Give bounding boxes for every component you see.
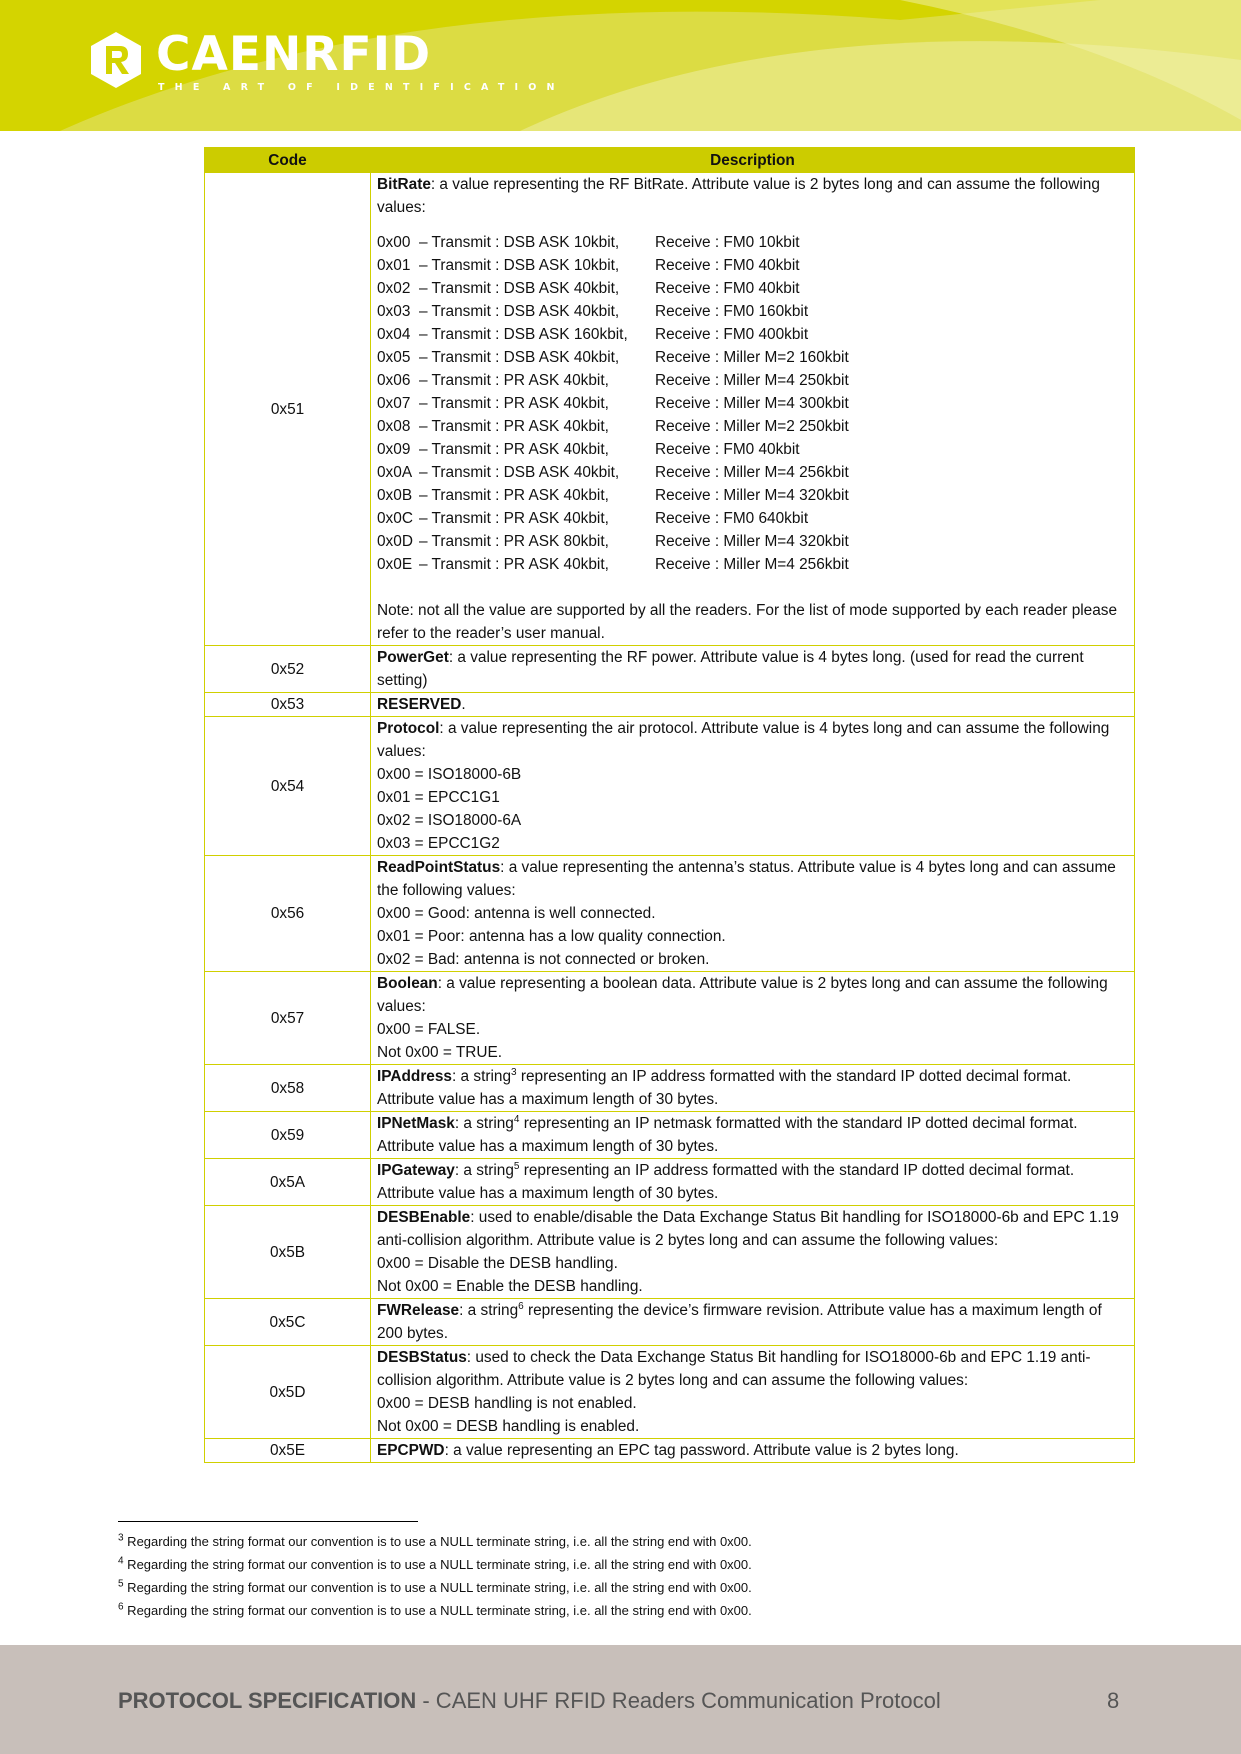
table-row [205,173,1135,646]
row-description [371,646,1135,693]
row-description [371,1299,1135,1346]
row-description [371,693,1135,717]
row-code: 0x5D [205,1346,371,1439]
row-code: 0x5A [205,1159,371,1206]
bitrate-mode-row [377,231,1128,254]
bitrate-mode-row [377,346,1128,369]
attribute-name: RESERVED [377,696,462,713]
row-description [371,1206,1135,1299]
mode-receive: Receive : Miller M=4 320kbit [655,487,849,504]
attribute-table [204,147,1135,1463]
attribute-name: FWRelease [377,1302,460,1319]
value-line: 0x00 = Good: antenna is well connected. [377,905,656,922]
page-footer [0,1645,1241,1754]
col-header-description: Description [371,148,1135,173]
value-line: Not 0x00 = DESB handling is enabled. [377,1418,640,1435]
caenrfid-logo [88,27,565,93]
attribute-text: representing the device’s firmware revision. Attribute value has a maximum length of 200 bytes. [377,1302,1102,1342]
bitrate-mode-row [377,392,1128,415]
mode-code: 0x03 [377,303,411,320]
table-row [205,1112,1135,1159]
bitrate-mode-row [377,369,1128,392]
table-row [205,856,1135,972]
logo-r-icon [88,30,144,90]
attribute-text: : a value representing the RF power. Attribute value is 4 bytes long. (used for read the current setting) [377,649,1084,689]
table-row [205,1439,1135,1463]
attribute-table-container [204,147,1135,1463]
row-code: 0x59 [205,1112,371,1159]
mode-code: 0x04 [377,326,411,343]
footnote-ref: 5 [513,1160,520,1172]
mode-receive: Receive : FM0 40kbit [655,257,800,274]
footnote-text: Regarding the string format our convention is to use a NULL terminate string, i.e. all the string end with 0x00. [123,1534,752,1549]
row-description [371,717,1135,856]
footnote-text: Regarding the string format our convention is to use a NULL terminate string, i.e. all the string end with 0x00. [123,1580,752,1595]
footnote [118,1599,752,1622]
mode-transmit: – Transmit : PR ASK 40kbit, [419,418,609,435]
mode-code: 0x0A [377,464,413,481]
footnote-number: 6 [118,1601,124,1613]
mode-code: 0x05 [377,349,411,366]
mode-code: 0x0C [377,510,413,527]
attribute-name: ReadPointStatus [377,859,501,876]
row-code: 0x5E [205,1439,371,1463]
footnote-number: 3 [118,1532,124,1544]
table-header-row [205,148,1135,173]
row-code: 0x58 [205,1065,371,1112]
logo-tagline: THE ART OF IDENTIFICATION [158,82,565,93]
attribute-text: : a string [454,1115,514,1132]
attribute-text: . [461,696,466,713]
mode-receive: Receive : Miller M=4 250kbit [655,372,849,389]
bitrate-note: Note: not all the value are supported by all the readers. For the list of mode supported by each reader please refer to the reader’s user manual. [377,602,1118,642]
row-description [371,1439,1135,1463]
bitrate-mode-row [377,415,1128,438]
attribute-name: Boolean [377,975,438,992]
page-header [0,0,1241,131]
attribute-name: BitRate [377,176,431,193]
mode-transmit: – Transmit : PR ASK 40kbit, [419,395,609,412]
attribute-text: : used to check the Data Exchange Status Bit handling for ISO18000-6b and EPC 1.19 anti-collision algorithm. Attribute value is 2 bytes long and can assume the following values: [377,1349,1091,1389]
attribute-name: IPGateway [377,1162,455,1179]
value-line: 0x00 = DESB handling is not enabled. [377,1395,637,1412]
attribute-name: PowerGet [377,649,449,666]
mode-receive: Receive : Miller M=4 300kbit [655,395,849,412]
attribute-text: : a value representing the RF BitRate. Attribute value is 2 bytes long and can assume the following values: [377,176,1100,216]
logo-name: CAENRFID [156,27,432,82]
mode-transmit: – Transmit : DSB ASK 10kbit, [419,234,620,251]
footnote-text: Regarding the string format our convention is to use a NULL terminate string, i.e. all the string end with 0x00. [123,1557,752,1572]
mode-transmit: – Transmit : PR ASK 80kbit, [419,533,609,550]
row-code: 0x5C [205,1299,371,1346]
bitrate-mode-row [377,507,1128,530]
value-line: Not 0x00 = TRUE. [377,1044,503,1061]
attribute-text: : a string [459,1302,519,1319]
table-row [205,1299,1135,1346]
table-row [205,1159,1135,1206]
value-line: 0x00 = Disable the DESB handling. [377,1255,618,1272]
footnote-text: Regarding the string format our convention is to use a NULL terminate string, i.e. all the string end with 0x00. [123,1603,752,1618]
mode-receive: Receive : FM0 40kbit [655,441,800,458]
footnote-ref: 3 [511,1066,517,1078]
mode-receive: Receive : Miller M=2 160kbit [655,349,849,366]
bitrate-mode-row [377,461,1128,484]
row-code: 0x51 [205,173,371,646]
mode-code: 0x02 [377,280,411,297]
value-line: 0x02 = Bad: antenna is not connected or broken. [377,951,710,968]
attribute-text: : a value representing an EPC tag password. Attribute value is 2 bytes long. [444,1442,959,1459]
row-code: 0x57 [205,972,371,1065]
value-line: 0x01 = Poor: antenna has a low quality connection. [377,928,726,945]
table-row [205,1065,1135,1112]
row-code: 0x53 [205,693,371,717]
mode-transmit: – Transmit : DSB ASK 40kbit, [419,303,620,320]
mode-receive: Receive : Miller M=4 256kbit [655,556,849,573]
bitrate-mode-row [377,300,1128,323]
bitrate-mode-row [377,277,1128,300]
mode-receive: Receive : FM0 160kbit [655,303,809,320]
bitrate-mode-row [377,254,1128,277]
mode-transmit: – Transmit : DSB ASK 160kbit, [419,326,628,343]
row-code: 0x5B [205,1206,371,1299]
mode-receive: Receive : Miller M=2 250kbit [655,418,849,435]
table-row [205,1346,1135,1439]
row-description [371,1159,1135,1206]
footnote-separator [118,1521,418,1522]
mode-transmit: – Transmit : PR ASK 40kbit, [419,372,609,389]
bitrate-mode-list [377,231,1128,576]
footer-title [118,1688,941,1714]
mode-code: 0x06 [377,372,411,389]
value-line: 0x00 = FALSE. [377,1021,481,1038]
table-row [205,646,1135,693]
mode-transmit: – Transmit : PR ASK 40kbit, [419,556,609,573]
attribute-text: : used to enable/disable the Data Exchange Status Bit handling for ISO18000-6b and EPC 1.19 anti-collision algorithm. Attribute value is 2 bytes long and can assume the following values: [377,1209,1119,1249]
mode-code: 0x0E [377,556,413,573]
page-number: 8 [1107,1688,1120,1713]
mode-transmit: – Transmit : PR ASK 40kbit, [419,441,609,458]
attribute-name: IPAddress [377,1068,452,1085]
col-header-code: Code [205,148,371,173]
footnotes [118,1530,752,1622]
row-description [371,1346,1135,1439]
mode-code: 0x0D [377,533,413,550]
attribute-text: : a value representing a boolean data. Attribute value is 2 bytes long and can assume the following values: [377,975,1108,1015]
footnote [118,1530,752,1553]
attribute-name: IPNetMask [377,1115,455,1132]
mode-transmit: – Transmit : DSB ASK 40kbit, [419,464,620,481]
value-line: 0x00 = ISO18000-6B [377,766,522,783]
row-code: 0x56 [205,856,371,972]
bitrate-mode-row [377,530,1128,553]
value-line: 0x03 = EPCC1G2 [377,835,500,852]
footnote-ref: 4 [513,1113,520,1125]
footer-title-bold: PROTOCOL SPECIFICATION [118,1688,417,1713]
footnote-number: 4 [118,1555,124,1567]
footnote [118,1576,752,1599]
footer-title-rest: - CAEN UHF RFID Readers Communication Protocol [416,1688,941,1713]
attribute-text: representing an IP address formatted with the standard IP dotted decimal format. Attribute value has a maximum length of 30 bytes. [377,1162,1075,1202]
row-description [371,1065,1135,1112]
attribute-text: representing an IP address formatted with the standard IP dotted decimal format. Attribute value has a maximum length of 30 bytes. [377,1068,1072,1108]
value-line: 0x01 = EPCC1G1 [377,789,500,806]
bitrate-mode-row [377,553,1128,576]
attribute-text: : a string [451,1068,512,1085]
table-row [205,693,1135,717]
table-row [205,972,1135,1065]
mode-code: 0x09 [377,441,411,458]
table-row [205,1206,1135,1299]
mode-code: 0x07 [377,395,411,412]
mode-transmit: – Transmit : DSB ASK 40kbit, [419,349,620,366]
mode-transmit: – Transmit : DSB ASK 10kbit, [419,257,620,274]
table-row [205,717,1135,856]
mode-receive: Receive : Miller M=4 320kbit [655,533,849,550]
attribute-text: representing an IP netmask formatted with the standard IP dotted decimal format. Attribute value has a maximum length of 30 bytes. [377,1115,1078,1155]
attribute-name: EPCPWD [377,1442,445,1459]
mode-receive: Receive : FM0 640kbit [655,510,809,527]
footnote-ref: 6 [518,1300,524,1312]
bitrate-mode-row [377,323,1128,346]
bitrate-mode-row [377,484,1128,507]
row-description [371,856,1135,972]
mode-transmit: – Transmit : PR ASK 40kbit, [419,487,609,504]
attribute-name: Protocol [377,720,440,737]
footnote [118,1553,752,1576]
mode-code: 0x01 [377,257,411,274]
mode-code: 0x08 [377,418,411,435]
mode-receive: Receive : FM0 40kbit [655,280,800,297]
attribute-text: : a value representing the antenna’s status. Attribute value is 4 bytes long and can assume the following values: [377,859,1116,899]
bitrate-mode-row [377,438,1128,461]
row-code: 0x54 [205,717,371,856]
attribute-text: : a string [454,1162,514,1179]
mode-transmit: – Transmit : DSB ASK 40kbit, [419,280,620,297]
row-description [371,173,1135,646]
attribute-name: DESBEnable [377,1209,471,1226]
row-code: 0x52 [205,646,371,693]
attribute-name: DESBStatus [377,1349,467,1366]
mode-receive: Receive : FM0 10kbit [655,234,800,251]
mode-transmit: – Transmit : PR ASK 40kbit, [419,510,609,527]
mode-code: 0x00 [377,234,411,251]
mode-receive: Receive : Miller M=4 256kbit [655,464,849,481]
row-description [371,1112,1135,1159]
row-description [371,972,1135,1065]
value-line: Not 0x00 = Enable the DESB handling. [377,1278,643,1295]
attribute-text: : a value representing the air protocol. Attribute value is 4 bytes long and can assume the following values: [377,720,1110,760]
mode-receive: Receive : FM0 400kbit [655,326,809,343]
footnote-number: 5 [118,1578,124,1590]
value-line: 0x02 = ISO18000-6A [377,812,522,829]
mode-code: 0x0B [377,487,413,504]
